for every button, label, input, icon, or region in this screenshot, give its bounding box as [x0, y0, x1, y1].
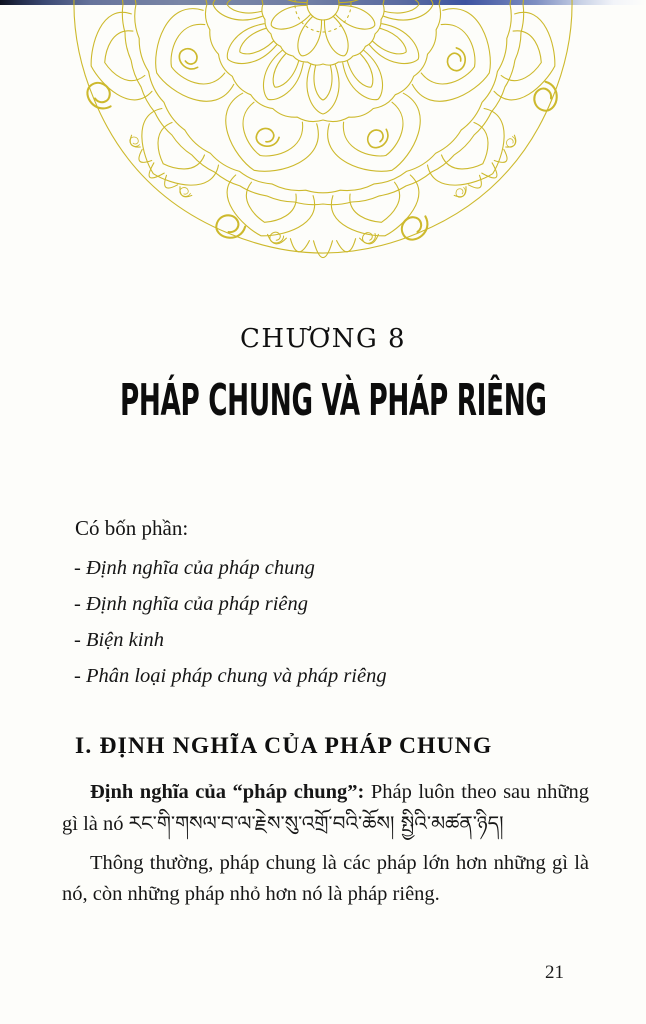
definition-lead: Định nghĩa của “pháp chung”: — [90, 781, 365, 803]
section-heading: I. ĐỊNH NGHĨA CỦA PHÁP CHUNG — [75, 733, 493, 759]
outline-item: - Biện kinh — [74, 629, 164, 651]
mandala-ornament — [0, 0, 646, 284]
outline-item: - Phân loại pháp chung và pháp riêng — [74, 665, 387, 687]
chapter-kicker: CHƯƠNG 8 — [239, 324, 407, 354]
definition-text: Pháp luôn theo sau những gì là nó — [62, 781, 589, 835]
outline-item: - Định nghĩa của pháp chung — [74, 557, 315, 579]
outline-intro: Có bốn phần: — [75, 516, 189, 540]
outline-list — [74, 556, 586, 700]
mandala-icon — [0, 0, 646, 284]
page-number: 21 — [545, 962, 564, 983]
chapter-title-text: PHÁP CHUNG VÀ PHÁP RIÊNG — [119, 374, 547, 426]
scan-edge-band — [0, 0, 646, 5]
body-text — [62, 777, 589, 909]
body-paragraph: Thông thường, pháp chung là các pháp lớn hơn những gì là nó, còn những pháp nhỏ hơn nó là pháp riêng. — [62, 852, 589, 905]
outline-item: - Định nghĩa của pháp riêng — [74, 593, 309, 615]
tibetan-text: རང་གི་གསལ་བ་ལ་རྗེས་སུ་འགྲོ་བའི་ཆོས། སྤྱིའི་མཚན་ཉིད། — [128, 810, 504, 835]
chapter-title — [0, 376, 646, 424]
definition-paragraph — [62, 777, 589, 839]
